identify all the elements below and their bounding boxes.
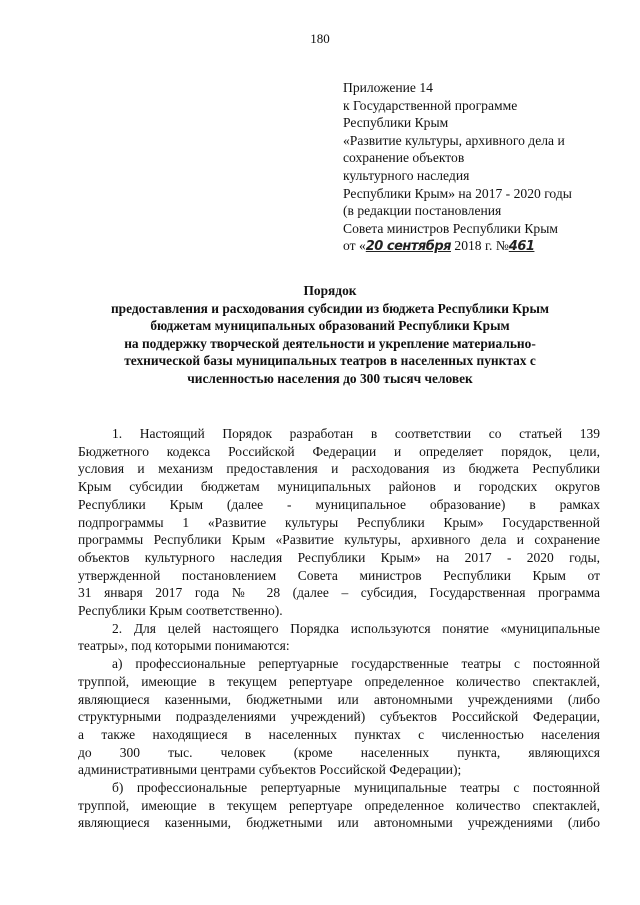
body-line: условия и механизм предоставления и расходования из бюджета Республики	[78, 461, 600, 477]
appendix-line: «Развитие культуры, архивного дела и	[343, 132, 565, 148]
body-line: объектов культурного наследия Республики Крым» на 2017 - 2020 годы,	[78, 549, 600, 565]
body-line: программы Республики Крым «Развитие культуры, архивного дела и сохранение	[78, 532, 600, 548]
appendix-block	[343, 79, 613, 256]
body-line: утвержденной постановлением Совета министров Республики Крым от	[78, 567, 600, 583]
heading-line: предоставления и расходования субсидии из бюджета Республики Крым	[110, 300, 550, 316]
body-line: являющиеся казенными, бюджетными или автономными учреждениями (либо	[78, 691, 600, 707]
appendix-line: Совета министров Республики Крым	[343, 220, 558, 236]
body-line: труппой, имеющие в текущем репертуаре определенное количество спектаклей,	[78, 673, 600, 689]
appendix-line: к Государственной программе	[343, 97, 518, 113]
body-line: административными центрами субъектов Российской Федерации);	[78, 762, 462, 778]
handwritten-number: 461	[508, 239, 535, 255]
body-line: а также находящиеся в населенных пунктах с численностью населения	[78, 726, 600, 742]
body-line: до 300 тыс. человек (кроме населенных пункта, являющихся	[78, 744, 600, 760]
appendix-line: Республики Крым» на 2017 - 2020 годы	[343, 185, 572, 201]
body-line: Крым субсидии бюджетам муниципальных районов и городских округов	[78, 479, 600, 495]
appendix-date-line	[343, 237, 613, 256]
heading-title: Порядок	[303, 283, 357, 298]
date-middle: 2018 г. №	[451, 238, 509, 254]
appendix-line: (в редакции постановления	[343, 203, 502, 219]
body-line: труппой, имеющие в текущем репертуаре определенное количество спектаклей,	[78, 797, 600, 813]
body-line: структурными подразделениями учреждений) субъектов Российской Федерации,	[78, 709, 600, 725]
appendix-line: сохранение объектов	[343, 150, 465, 166]
page-number: 180	[310, 31, 330, 46]
heading-line: технической базы муниципальных театров в населенных пунктах с	[124, 353, 536, 369]
body-line: Республики Крым соответственно).	[78, 603, 283, 619]
heading-line: бюджетам муниципальных образований Республики Крым	[150, 318, 510, 334]
body-line: театры», под которыми понимаются:	[78, 638, 290, 654]
body-line: 1. Настоящий Порядок разработан в соответствии со статьей 139	[112, 426, 600, 441]
date-prefix: от «	[343, 238, 366, 254]
body-line: 2. Для целей настоящего Порядка используются понятие «муниципальные	[112, 620, 600, 636]
body-line: 31 января 2017 года № 28 (далее – субсидия, Государственная программа	[78, 585, 600, 601]
heading-line: численностью населения до 300 тысяч человек	[187, 370, 473, 386]
appendix-line: Республики Крым	[343, 115, 449, 131]
handwritten-date: 20 сентября	[365, 239, 451, 255]
body-line: подпрограммы 1 «Развитие культуры Республики Крым» Государственной	[78, 514, 600, 530]
heading-line: на поддержку творческой деятельности и укрепление материально-	[124, 335, 536, 351]
body-text	[78, 425, 600, 832]
body-line: б) профессиональные репертуарные муниципальные театры с постоянной	[112, 780, 600, 796]
body-line: являющиеся казенными, бюджетными или автономными учреждениями (либо	[78, 815, 600, 831]
body-line: а) профессиональные репертуарные государственные театры с постоянной	[112, 656, 600, 672]
body-line: Республики Крым (далее - муниципальное образование) в рамках	[78, 496, 600, 512]
body-line: Бюджетного кодекса Российской Федерации и определяет порядок, цели,	[78, 443, 600, 459]
appendix-line: культурного наследия	[343, 167, 470, 183]
appendix-line: Приложение 14	[343, 80, 433, 95]
document-heading	[60, 282, 600, 388]
